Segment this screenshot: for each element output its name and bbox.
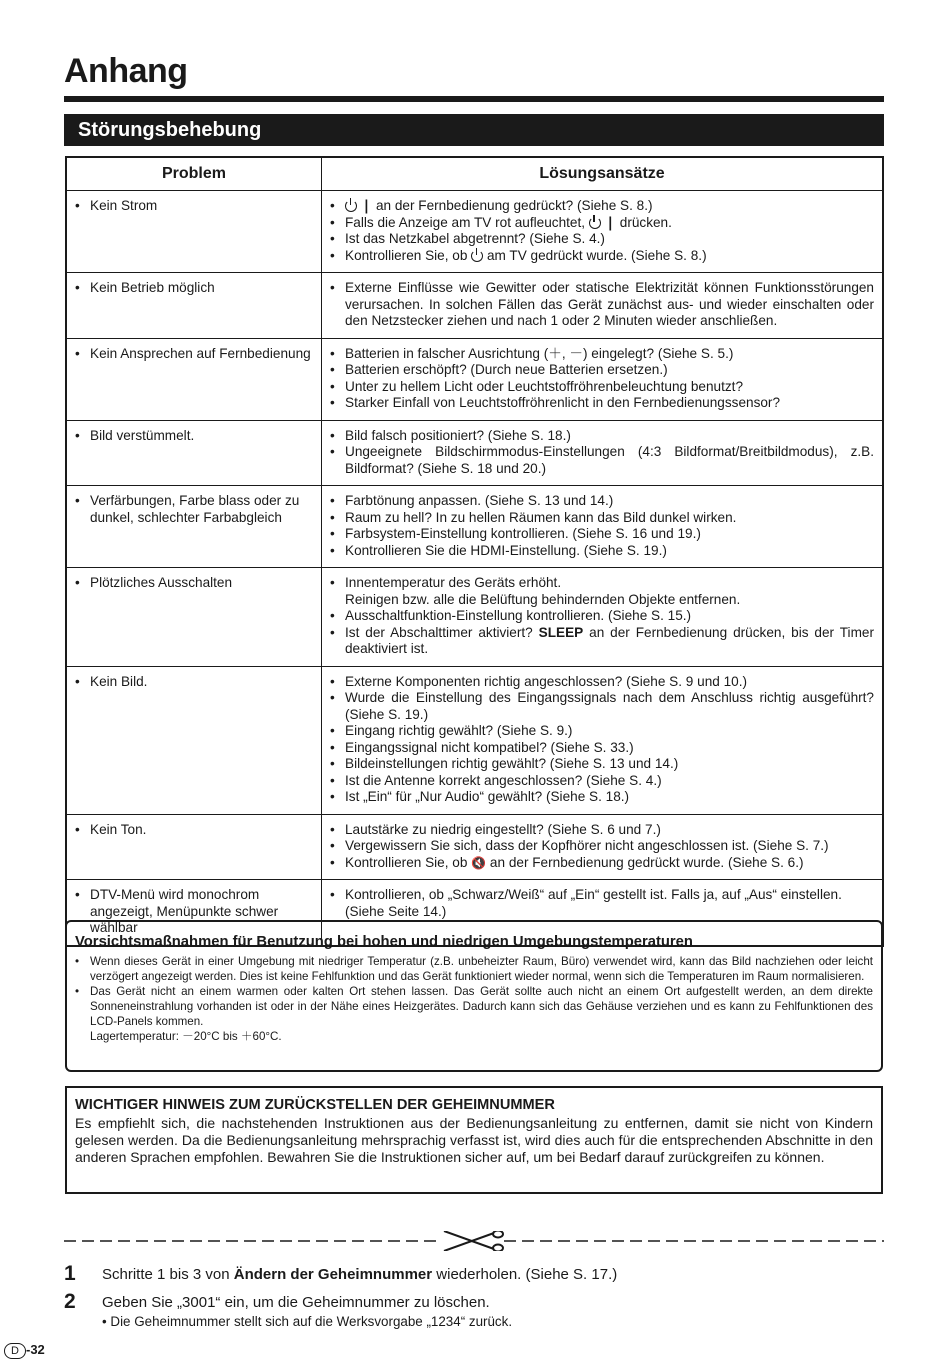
- solution-cell: [322, 486, 884, 568]
- solution-item: • Batterien in falscher Ausrichtung (＋, －) eingelegt? (Siehe S. 5.): [330, 346, 874, 363]
- solution-item: • Farbtönung anpassen. (Siehe S. 13 und 14.): [330, 493, 874, 510]
- problem-text: • DTV-Menü wird monochrom angezeigt, Menüpunkte schwer wählbar: [75, 887, 313, 937]
- solution-item: • Raum zu hell? In zu hellen Räumen kann das Bild dunkel wirken.: [330, 510, 874, 527]
- solution-text-end: drücken.: [615, 214, 672, 230]
- page-title: Anhang: [64, 52, 188, 90]
- problem-cell: [66, 191, 322, 273]
- problem-text: • Verfärbungen, Farbe blass oder zu dunkel, schlechter Farbabgleich: [75, 493, 313, 526]
- problem-cell: [66, 814, 322, 880]
- language-badge: D: [4, 1343, 26, 1359]
- title-rule: [64, 96, 884, 102]
- solution-item: • Ausschaltfunktion-Einstellung kontrollieren. (Siehe S. 15.): [330, 608, 874, 625]
- power-bar-icon: ❘: [600, 214, 616, 230]
- notice-text: Es empfiehlt sich, die nachstehenden Instruktionen aus der Bedienungsanleitung zu entfernen, damit sie nicht von Kindern gelesen werden. Da die Bedienungsanleitung mehrsprachig verfasst ist, wird dies auch für die entsprechenden Abschnitte in den anderen Sprachen empfohlen. Bewahren Sie die Instruktionen sicher auf, um bei Bedarf darauf zurückgreifen zu können.: [75, 1115, 873, 1165]
- step-number: 1: [64, 1262, 76, 1285]
- problem-cell: [66, 486, 322, 568]
- solution-item: [330, 625, 874, 658]
- problem-text: • Kein Strom: [75, 198, 313, 215]
- step-number: 2: [64, 1290, 76, 1313]
- solution-cell: [322, 273, 884, 339]
- solution-cell: [322, 814, 884, 880]
- solution-item: • Eingang richtig gewählt? (Siehe S. 9.): [330, 723, 874, 740]
- problem-text: • Kein Ton.: [75, 822, 313, 839]
- problem-text: • Bild verstümmelt.: [75, 428, 313, 445]
- solution-item: • Batterien erschöpft? (Durch neue Batterien ersetzen.): [330, 362, 874, 379]
- solution-item: • Ist die Antenne korrekt angeschlossen? (Siehe S. 4.): [330, 773, 874, 790]
- solution-item: • Wurde die Einstellung des Eingangssignals nach dem Anschluss richtig ausgeführt? (Siehe S. 19.): [330, 690, 874, 723]
- notice-title: WICHTIGER HINWEIS ZUM ZURÜCKSTELLEN DER GEHEIMNUMMER: [75, 1097, 555, 1113]
- solution-item: • Innentemperatur des Geräts erhöht.: [330, 575, 874, 592]
- scissors-icon: [444, 1231, 503, 1251]
- table-row: [66, 666, 883, 814]
- solution-item: [330, 855, 874, 872]
- solution-cell: [322, 666, 884, 814]
- caution-title: Vorsichtsmaßnahmen für Benutzung bei hohen und niedrigen Umgebungstemperaturen: [75, 934, 693, 950]
- mute-icon: 🔇: [471, 855, 487, 870]
- solution-item: • Ist „Ein“ für „Nur Audio“ gewählt? (Siehe S. 18.): [330, 789, 874, 806]
- problem-text: • Kein Betrieb möglich: [75, 280, 313, 297]
- notice-box: [65, 1086, 883, 1194]
- solution-item: • Kontrollieren, ob „Schwarz/Weiß“ auf „Ein“ gestellt ist. Falls ja, auf „Aus“ einstellen. (Siehe Seite 14.): [330, 887, 874, 920]
- cut-line: [64, 1231, 884, 1251]
- power-icon: [471, 250, 483, 262]
- table-row: [66, 338, 883, 420]
- caution-item: • Wenn dieses Gerät in einer Umgebung mit niedriger Temperatur (z.B. unbeheizter Raum, Büro) verwendet wird, kann das Bild nachziehen oder leicht verzögert angezeigt werden. Dies ist keine Fehlfunktion und das Gerät funktioniert wieder normal, wenn sich die Temperaturen im Raum normalisieren.: [75, 954, 873, 984]
- solution-text-end: an der Fernbedienung gedrückt wurde. (Siehe S. 6.): [486, 854, 804, 870]
- table-row: [66, 420, 883, 486]
- problem-cell: [66, 273, 322, 339]
- power-icon: [589, 217, 601, 229]
- solution-item: • Farbsystem-Einstellung kontrollieren. (Siehe S. 16 und 19.): [330, 526, 874, 543]
- solution-cell: [322, 420, 884, 486]
- step-note: • Die Geheimnummer stellt sich auf die Werksvorgabe „1234“ zurück.: [102, 1314, 513, 1329]
- solution-item: • Vergewissern Sie sich, dass der Kopfhörer nicht angeschlossen ist. (Siehe S. 7.): [330, 838, 874, 855]
- step-text-end: wiederholen. (Siehe S. 17.): [432, 1266, 618, 1283]
- sleep-button-label: SLEEP: [538, 624, 584, 640]
- solution-item: • Unter zu hellem Licht oder Leuchtstoffröhrenbeleuchtung benutzt?: [330, 379, 874, 396]
- step-bold-text: Ändern der Geheimnummer: [233, 1266, 433, 1283]
- step-text: Geben Sie „3001“ ein, um die Geheimnummer zu löschen.: [102, 1294, 490, 1311]
- solution-text: Kontrollieren Sie, ob: [345, 247, 472, 263]
- page-number: [4, 1342, 45, 1359]
- solution-item: • Ist das Netzkabel abgetrennt? (Siehe S. 4.): [330, 231, 874, 248]
- table-row: [66, 814, 883, 880]
- solution-item: [330, 215, 874, 232]
- problem-column-header: Problem: [66, 157, 322, 191]
- problem-text: • Kein Ansprechen auf Fernbedienung: [75, 346, 313, 363]
- step-text: Schritte 1 bis 3 von: [102, 1266, 234, 1283]
- solution-item: Reinigen bzw. alle die Belüftung behindernden Objekte entfernen.: [345, 591, 741, 607]
- solution-text: Ist der Abschalttimer aktiviert?: [345, 624, 539, 640]
- table-row: [66, 568, 883, 667]
- solution-text: Falls die Anzeige am TV rot aufleuchtet,: [345, 214, 589, 230]
- solution-cell: [322, 338, 884, 420]
- solution-item: • Ungeeignete Bildschirmmodus-Einstellungen (4:3 Bildformat/Breitbildmodus), z.B. Bildformat? (Siehe S. 18 und 20.): [330, 444, 874, 477]
- solution-item: • Kontrollieren Sie die HDMI-Einstellung. (Siehe S. 19.): [330, 543, 874, 560]
- solution-item: • Bild falsch positioniert? (Siehe S. 18.): [330, 428, 874, 445]
- solution-text-end: an der Fernbedienung drücken, bis der Timer deaktiviert ist.: [345, 624, 874, 656]
- problem-cell: [66, 666, 322, 814]
- page-number-text: -32: [26, 1342, 45, 1357]
- caution-item: • Das Gerät nicht an einem warmen oder kalten Ort stehen lassen. Das Gerät sollte auch nicht an einem Ort aufgestellt werden, an dem direkte Sonneneinstrahlung vorhanden ist oder in der Nähe eines Heizgerätes. Dadurch kann sich das Gehäuse verziehen und es kann zu Fehlfunktionen des LCD-Panels kommen.: [75, 984, 873, 1029]
- solution-column-header: Lösungsansätze: [322, 157, 884, 191]
- section-title: Störungsbehebung: [64, 114, 884, 146]
- solution-item: • Starker Einfall von Leuchtstoffröhrenlicht in den Fernbedienungssensor?: [330, 395, 874, 412]
- solution-item: • Lautstärke zu niedrig eingestellt? (Siehe S. 6 und 7.): [330, 822, 874, 839]
- troubleshooting-table: [65, 156, 884, 947]
- solution-item: [330, 248, 874, 265]
- solution-item: [330, 198, 874, 215]
- table-row: [66, 273, 883, 339]
- solution-text-end: an der Fernbedienung gedrückt? (Siehe S. 8.): [372, 198, 653, 213]
- caution-box: [65, 920, 883, 1072]
- storage-temperature: Lagertemperatur: －20°C bis ＋60°C.: [90, 1030, 282, 1043]
- problem-cell: [66, 420, 322, 486]
- power-bar-icon: ❘: [357, 198, 373, 213]
- solution-cell: [322, 568, 884, 667]
- solution-item: • Externe Komponenten richtig angeschlossen? (Siehe S. 9 und 10.): [330, 674, 874, 691]
- solution-item: • Externe Einflüsse wie Gewitter oder statische Elektrizität können Funktionsstörungen verursachen. In solchen Fällen das Gerät zunächst aus- und wieder einschalten oder den Netzstecker ziehen und nach 1 oder 2 Minuten wieder anschließen.: [330, 280, 874, 330]
- table-header-row: [66, 157, 883, 191]
- table-row: [66, 191, 883, 273]
- solution-cell: [322, 191, 884, 273]
- problem-text: • Plötzliches Ausschalten: [75, 575, 313, 592]
- solution-text-end: am TV gedrückt wurde. (Siehe S. 8.): [483, 247, 707, 263]
- solution-item: • Bildeinstellungen richtig gewählt? (Siehe S. 13 und 14.): [330, 756, 874, 773]
- power-icon: [345, 200, 357, 212]
- problem-cell: [66, 338, 322, 420]
- problem-cell: [66, 568, 322, 667]
- solution-item: • Eingangssignal nicht kompatibel? (Siehe S. 33.): [330, 740, 874, 757]
- table-row: [66, 486, 883, 568]
- problem-text: • Kein Bild.: [75, 674, 313, 691]
- solution-text: Kontrollieren Sie, ob: [345, 854, 472, 870]
